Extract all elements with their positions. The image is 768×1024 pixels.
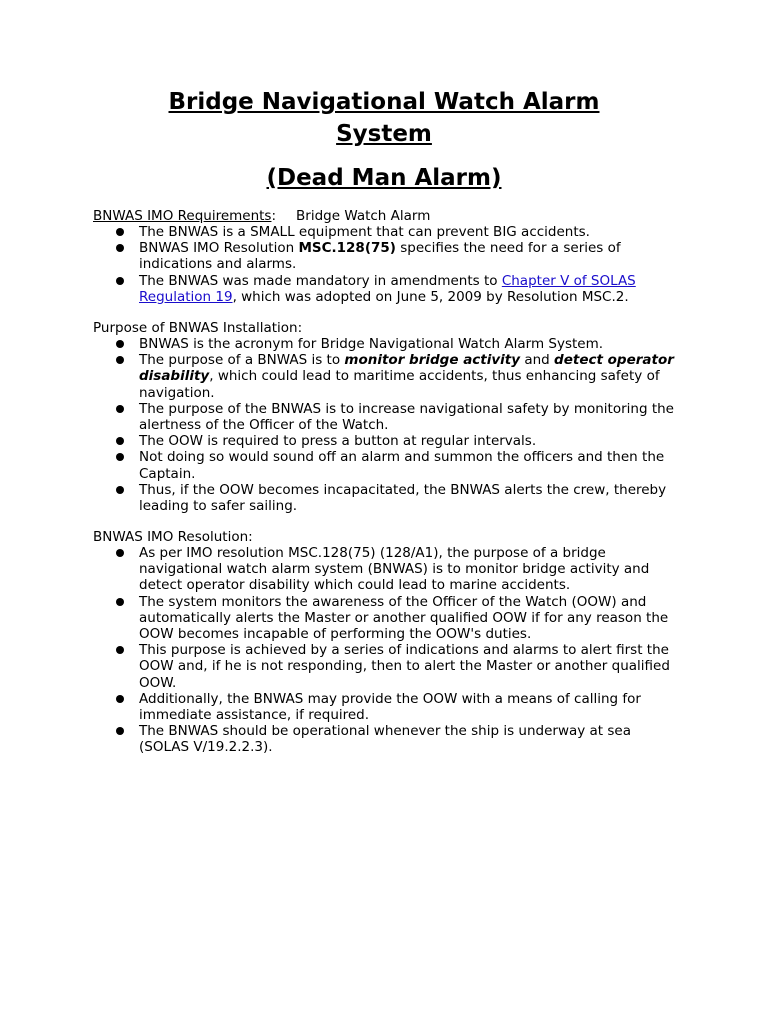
item-text: The purpose of a BNWAS is to — [139, 352, 345, 369]
list-item: The BNWAS should be operational whenever the ship is underway at sea (SOLAS V/19.2.2.3). — [139, 723, 684, 755]
item-text: , which could lead to maritime accidents, thus enhancing safety of navigation. — [139, 368, 660, 401]
list-item: As per IMO resolution MSC.128(75) (128/A1), the purpose of a bridge navigational watch alarm system (BNWAS) is to monitor bridge activity and detect operator disability which could lead to marine accidents. — [139, 545, 684, 594]
list-item: Not doing so would sound off an alarm and summon the officers and then the Captain. — [139, 449, 684, 481]
item-text: , which was adopted on June 5, 2009 by Resolution MSC.2. — [232, 288, 629, 305]
list-item: The OOW is required to press a button at regular intervals. — [139, 433, 684, 449]
section-requirements-extra: Bridge Watch Alarm — [296, 208, 431, 224]
list-item: This purpose is achieved by a series of indications and alarms to alert first the OOW and, if he is not responding, then to alert the Master or another qualified OOW. — [139, 642, 684, 691]
section-requirements-title: BNWAS IMO Requirements — [93, 208, 272, 224]
list-item: BNWAS is the acronym for Bridge Navigational Watch Alarm System. — [139, 336, 684, 352]
resolution-number: MSC.128(75) — [298, 240, 396, 257]
item-text: specifies the need for a series of indications and alarms. — [139, 240, 621, 273]
list-item — [139, 240, 684, 272]
item-text: and — [520, 352, 555, 369]
solas-link[interactable]: Chapter V of SOLAS Regulation 19 — [139, 272, 636, 305]
item-text: The BNWAS was made mandatory in amendments to — [139, 272, 502, 289]
list-item: Thus, if the OOW becomes incapacitated, the BNWAS alerts the crew, thereby leading to safer sailing. — [139, 482, 684, 514]
list-item — [139, 273, 684, 305]
emphasis-text: monitor bridge activity — [344, 352, 521, 369]
document-subtitle: (Dead Man Alarm) — [266, 165, 502, 191]
section-purpose-heading: Purpose of BNWAS Installation: — [93, 320, 303, 336]
emphasis-text: detect operator disability — [139, 352, 674, 385]
title-line-1: Bridge Navigational Watch Alarm — [168, 89, 600, 115]
title-line-2: System — [336, 121, 432, 147]
requirements-list — [139, 224, 684, 305]
section-resolution-heading: BNWAS IMO Resolution: — [93, 529, 253, 545]
resolution-list — [139, 545, 684, 756]
document-title — [0, 86, 768, 150]
item-text: BNWAS IMO Resolution — [139, 240, 299, 257]
section-requirements-colon: : — [271, 208, 277, 224]
list-item: Additionally, the BNWAS may provide the OOW with a means of calling for immediate assistance, if required. — [139, 691, 684, 723]
list-item: The purpose of the BNWAS is to increase navigational safety by monitoring the alertness of the Officer of the Watch. — [139, 401, 684, 433]
section-requirements-heading — [93, 208, 430, 224]
list-item — [139, 352, 684, 401]
purpose-list — [139, 336, 684, 514]
list-item: The system monitors the awareness of the Officer of the Watch (OOW) and automatically alerts the Master or another qualified OOW if for any reason the OOW becomes incapable of performing the OOW's duties. — [139, 594, 684, 643]
list-item: The BNWAS is a SMALL equipment that can prevent BIG accidents. — [139, 224, 684, 240]
